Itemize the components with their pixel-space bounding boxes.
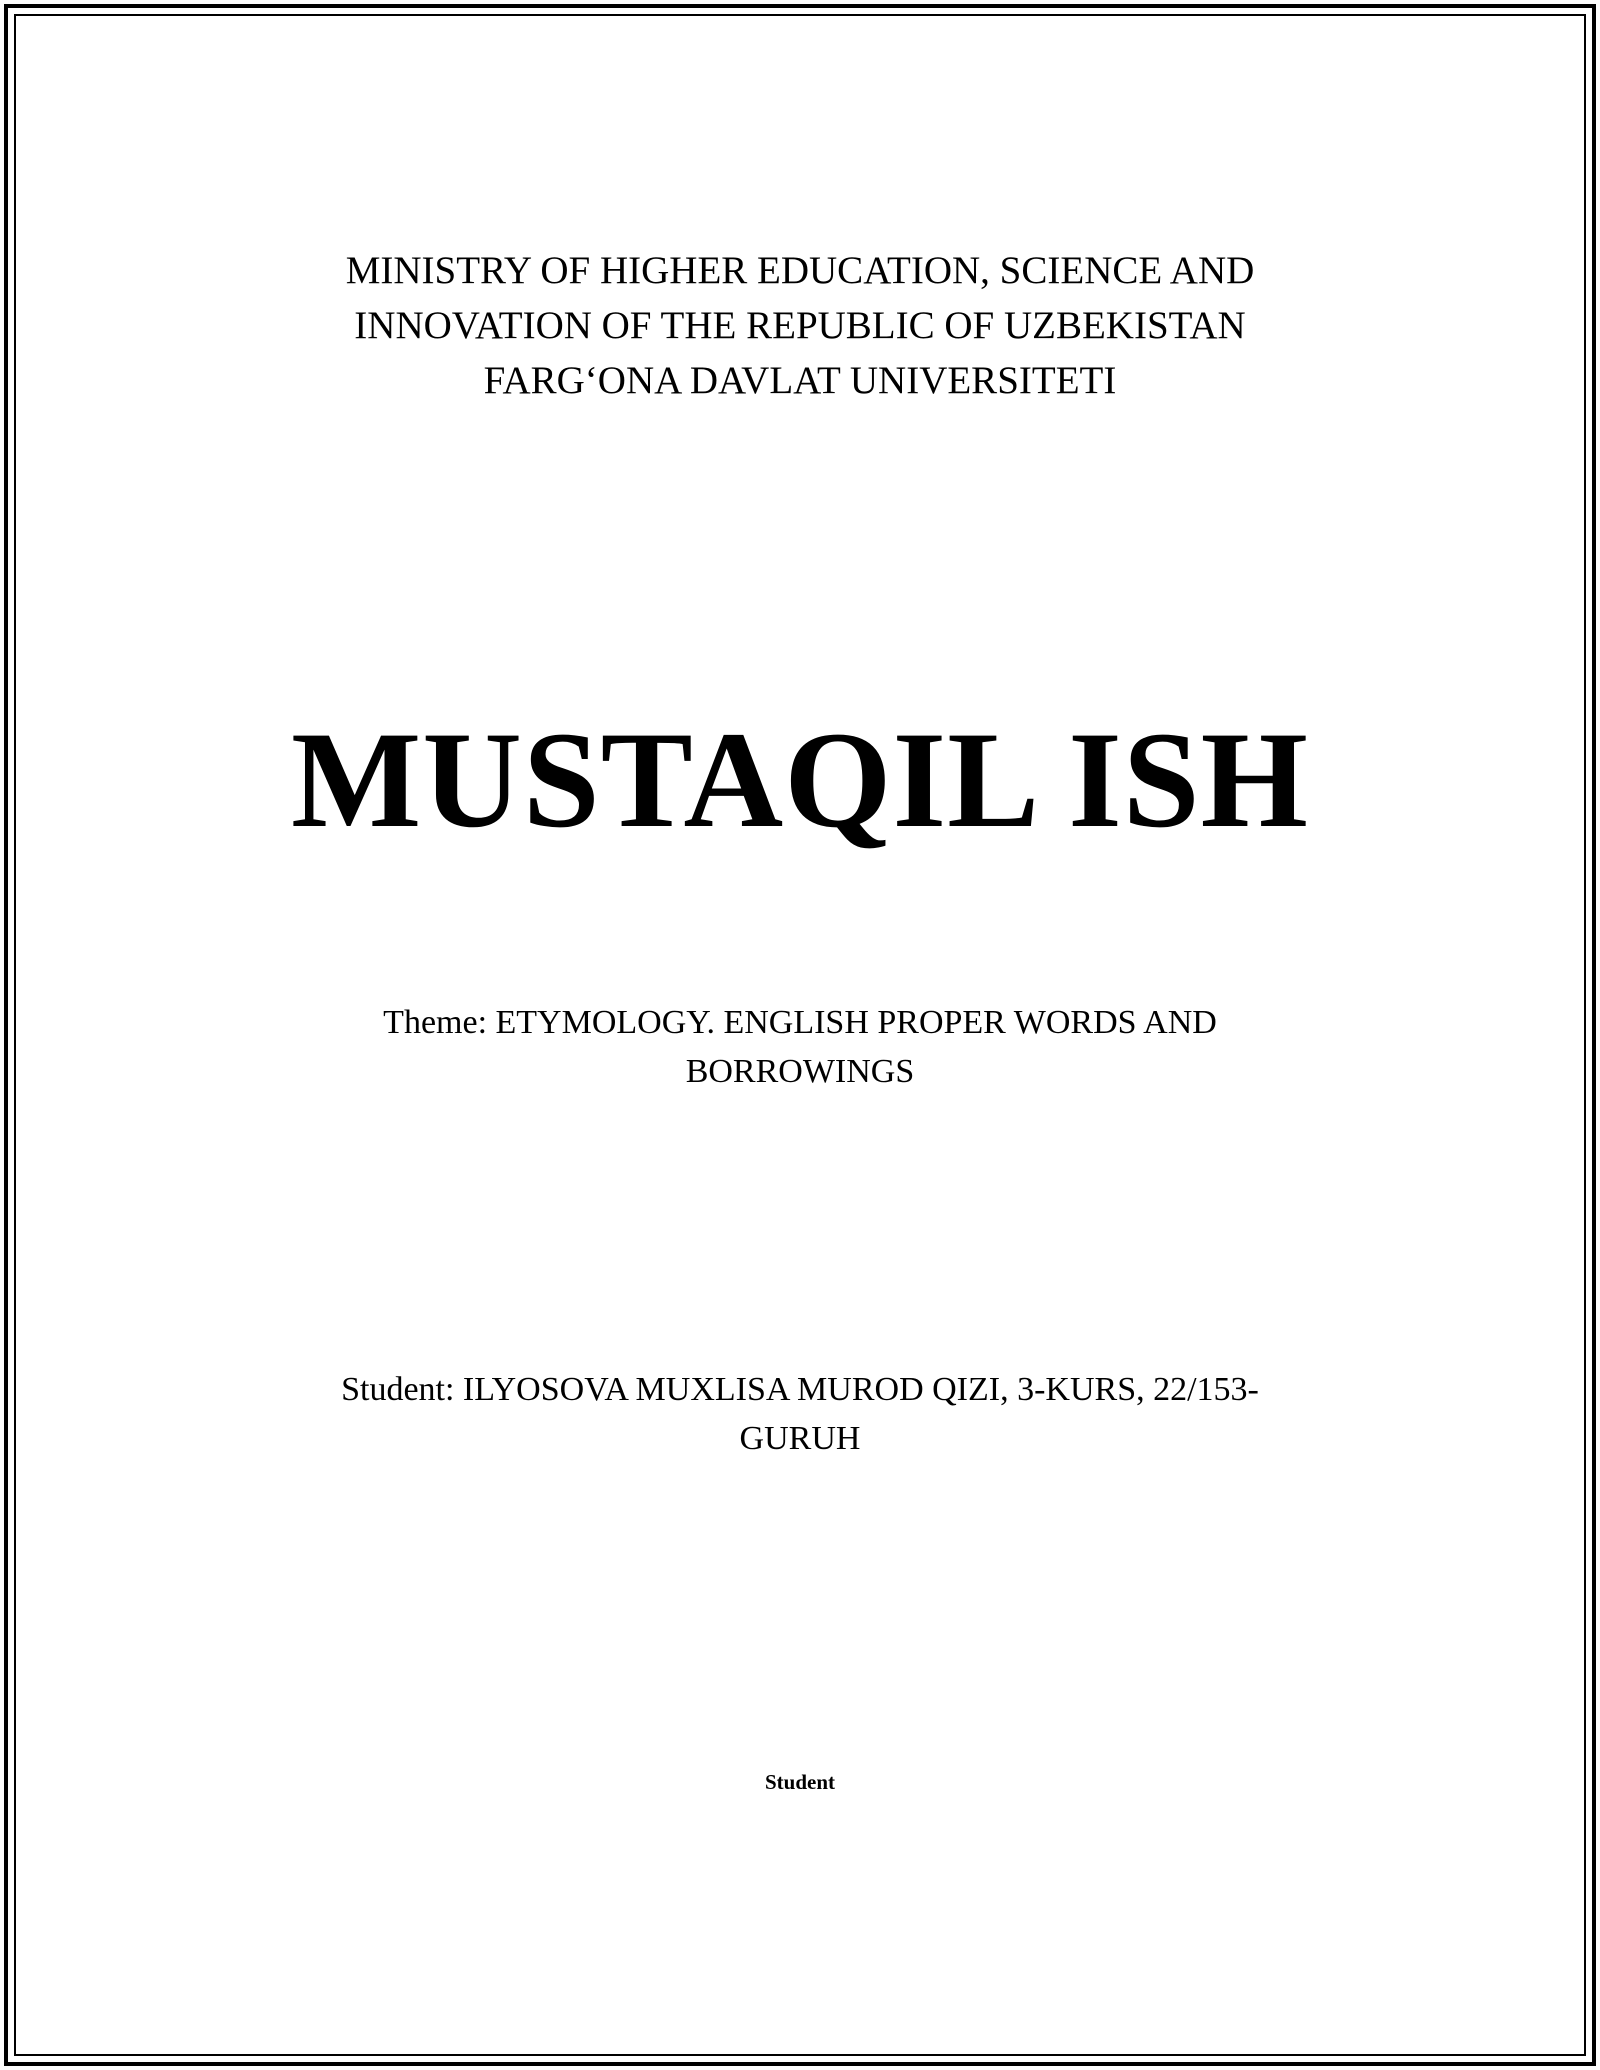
student-line-1: Student: ILYOSOVA MUXLISA MUROD QIZI, 3-KURS, 22/153- — [341, 1371, 1259, 1408]
header-line-republic: INNOVATION OF THE REPUBLIC OF UZBEKISTAN — [354, 304, 1246, 347]
header-line-university: FARG‘ONA DAVLAT UNIVERSITETI — [483, 359, 1117, 402]
student-line-2: GURUH — [739, 1420, 861, 1457]
document-title: MUSTAQIL ISH — [291, 703, 1309, 856]
student-block — [0, 1365, 1600, 1463]
institution-header — [0, 243, 1600, 408]
student-footer-label: Student — [764, 1770, 836, 1794]
theme-line-2: BORROWINGS — [685, 1053, 915, 1090]
header-line-ministry: MINISTRY OF HIGHER EDUCATION, SCIENCE AND — [345, 249, 1255, 292]
theme-line-1: Theme: ETYMOLOGY. ENGLISH PROPER WORDS AND — [383, 1004, 1217, 1041]
theme-block — [0, 998, 1600, 1096]
